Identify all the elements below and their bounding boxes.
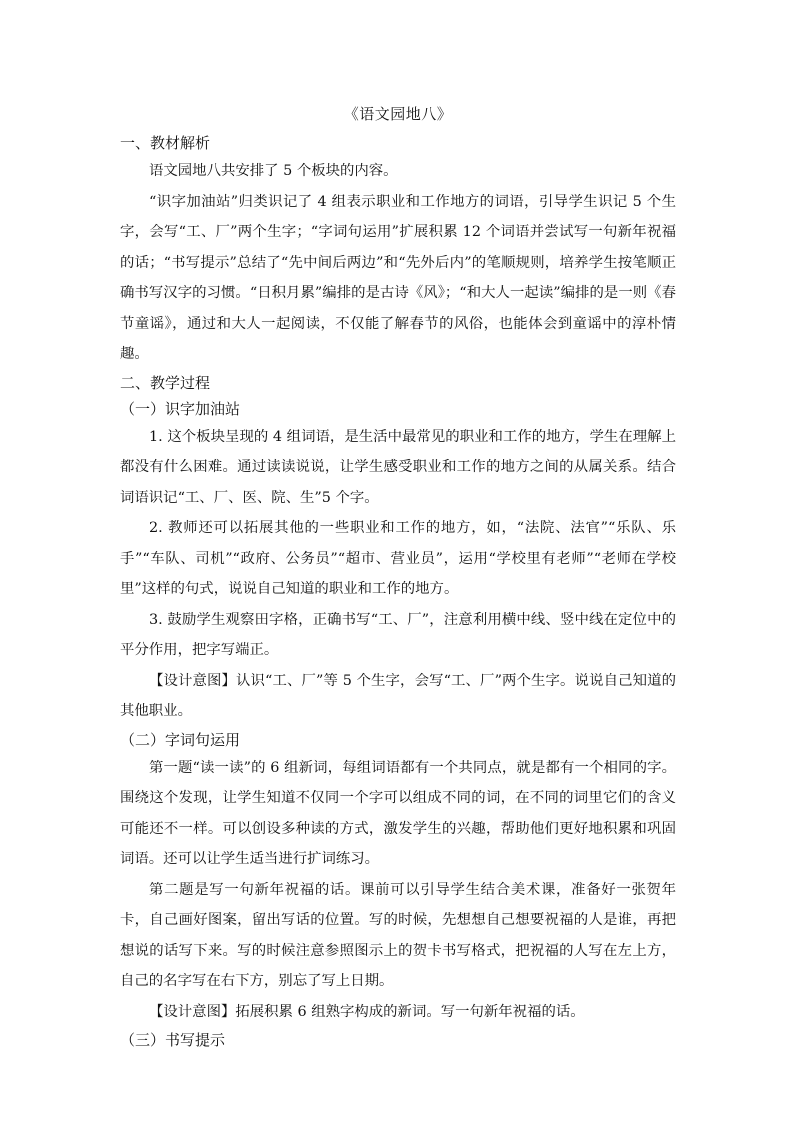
- paragraph-literacy-3: 3. 鼓励学生观察田字格，正确书写“工、厂”，注意利用横中线、竖中线在定位中的平分作用，把字写端正。: [120, 611, 676, 658]
- paragraph-literacy-1: 1. 这个板块呈现的 4 组词语，是生活中最常见的职业和工作的地方，学生在理解上都没有什么困难。通过读读说说，让学生感受职业和工作的地方之间的从属关系。结合词语识记“工、厂、医、院、生”5 个字。: [120, 428, 676, 506]
- paragraph-design-intent-2: 【设计意图】拓展积累 6 组熟字构成的新词。写一句新年祝福的话。: [149, 1003, 585, 1020]
- paragraph-design-intent-1: 【设计意图】认识“工、厂”等 5 个生字，会写“工、厂”两个生字。说说自己知道的其他职业。: [120, 672, 676, 719]
- subheading-word-usage: （二）字词句运用: [120, 730, 241, 749]
- subheading-writing-tips: （三）书写提示: [120, 1031, 226, 1049]
- paragraph-literacy-2: 2. 教师还可以拓展其他的一些职业和工作的地方，如，“法院、法官”“乐队、乐手”“车队、司机”“政府、公务员”“超市、营业员”，运用“学校里有老师”“老师在学校里”这样的句式，说说自己知道的职业和工作的地方。: [120, 520, 676, 597]
- subheading-literacy-station: （一）识字加油站: [120, 399, 241, 418]
- paragraph-overview: 语文园地八共安排了 5 个板块的内容。: [149, 163, 398, 179]
- paragraph-word-usage-1: 第一题“读一读”的 6 组新词，每组词语都有一个共同点，就是都有一个相同的字。围绕这个发现，让学生知道不仅同一个字可以组成不同的词，在不同的词里它们的含义可能还不一样。可以创设多种读的方式，激发学生的兴趣，帮助他们更好地积累和巩固词语。还可以让学生适当进行扩词练习。: [120, 759, 676, 867]
- document-title: 《语文园地八》: [343, 105, 453, 123]
- section-heading-analysis: 一、教材解析: [120, 134, 211, 152]
- document-body: [120, 100, 676, 1053]
- section-heading-process: 二、教学过程: [120, 373, 211, 392]
- paragraph-word-usage-2: 第二题是写一句新年祝福的话。课前可以引导学生结合美术课，准备好一张贺年卡，自己画好图案，留出写话的位置。写的时候，先想想自己想要祝福的人是谁，再把想说的话写下来。写的时候注意参照图示上的贺卡书写格式，把祝福的人写在左上方，自己的名字写在右下方，别忘了写上日期。: [120, 881, 676, 989]
- paragraph-analysis: “识字加油站”归类识记了 4 组表示职业和工作地方的词语，引导学生识记 5 个生字，会写“工、厂”两个生字；“字词句运用”扩展积累 12 个词语并尝试写一句新年祝福的话；“书写提示”总结了“先中间后两边”和“先外后内”的笔顺规则，培养学生按笔顺正确书写汉字的习惯。“日积月累”编排的是古诗《风》；“和大人一起读”编排的是一则《春节童谣》，通过和大人一起阅读，不仅能了解春节的风俗，也能体会到童谣中的淳朴情趣。: [120, 193, 676, 362]
